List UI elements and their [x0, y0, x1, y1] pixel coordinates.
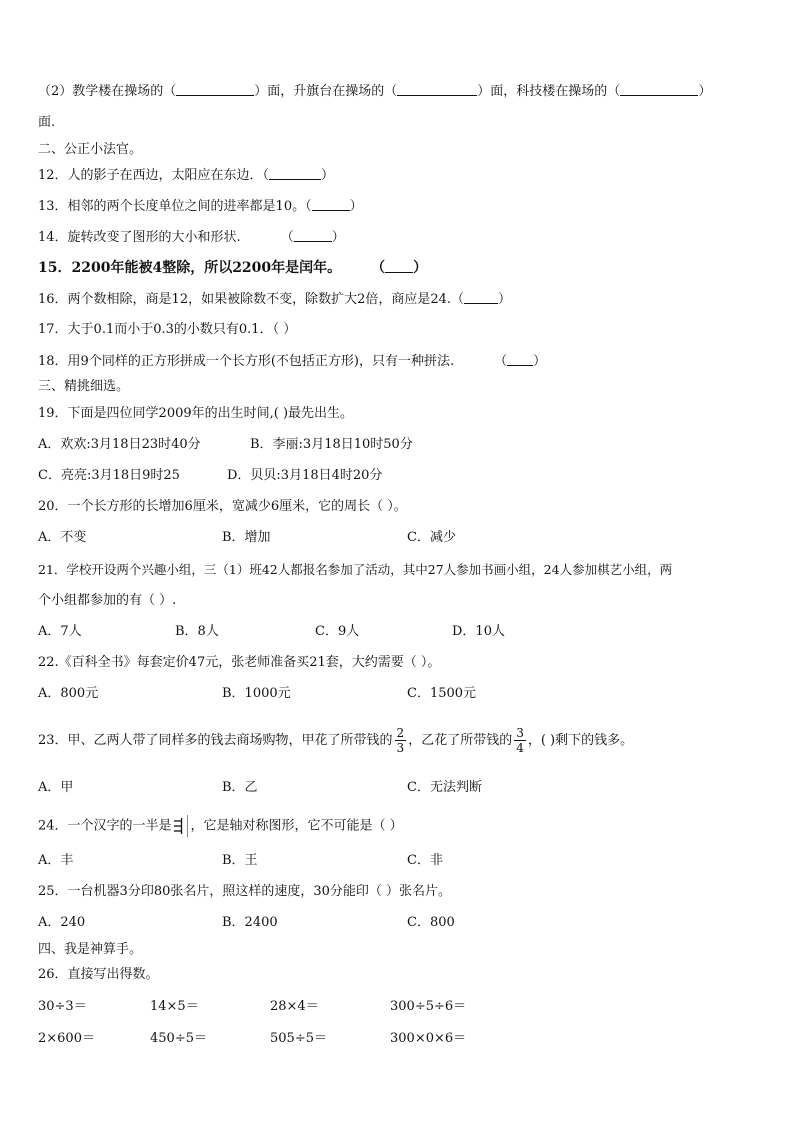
calc-item: 450÷5＝ [150, 1031, 207, 1046]
calc-item: 14×5＝ [150, 999, 199, 1014]
paren-close: ） [498, 292, 512, 307]
paren-close: ） [321, 168, 335, 183]
calc-item: 30÷3＝ [38, 999, 87, 1014]
option-a[interactable]: A．不变 [38, 530, 87, 545]
option-b[interactable]: B．2400 [222, 915, 278, 930]
option-b[interactable]: B．增加 [222, 530, 271, 545]
paren-close: ） [413, 260, 428, 276]
calc-item: 300×0×6＝ [390, 1031, 467, 1046]
calc-item: 28×4＝ [270, 999, 319, 1014]
option-b[interactable]: B．乙 [222, 780, 258, 795]
q11-text-b: ）面，升旗台在操场的（ [254, 84, 398, 99]
q11-text-d: ） [698, 84, 712, 99]
section-heading: 三、精挑细选。 [38, 379, 130, 394]
option-a[interactable]: A．甲 [38, 780, 74, 795]
question-text: ，它是轴对称图形，它不可能是（ ） [190, 818, 403, 834]
q11-text-a: （2）教学楼在操场的（ [38, 84, 177, 99]
answer-blank[interactable] [620, 82, 698, 96]
paren-close: ） [349, 199, 363, 214]
fraction-numerator: 3 [516, 726, 524, 740]
question-text: 18．用9个同样的正方形拼成一个长方形(不包括正方形)，只有一种拼法. [38, 354, 455, 369]
option-d[interactable]: D．贝贝:3月18日4时20分 [227, 468, 383, 483]
fraction-three-quarters [514, 726, 526, 755]
fraction-denominator: 4 [516, 741, 524, 755]
fraction-numerator: 2 [396, 726, 405, 740]
option-c[interactable]: C．非 [407, 853, 443, 868]
q11-text-c: ）面，科技楼在操场的（ [477, 84, 621, 99]
question-14 [38, 228, 345, 247]
paren-open: （ [371, 260, 386, 276]
question-text: 12．人的影子在西边，太阳应在东边．（ [38, 168, 270, 183]
option-a[interactable]: A．欢欢:3月18日23时40分 [38, 437, 201, 452]
calc-item: 300÷5÷6＝ [390, 999, 467, 1014]
option-b[interactable]: B．李丽:3月18日10时50分 [250, 437, 413, 452]
paren-close: ） [533, 354, 547, 369]
answer-blank[interactable] [397, 82, 477, 96]
question-15 [38, 259, 427, 277]
question-text: 24．一个汉字的一半是 [38, 818, 172, 834]
answer-blank[interactable] [464, 290, 498, 304]
calc-item: 2×600＝ [38, 1031, 95, 1046]
answer-blank[interactable] [269, 166, 321, 180]
question-26: 26．直接写出得数。 [38, 967, 159, 982]
section-heading: 二、公正小法官。 [38, 142, 143, 157]
option-b[interactable]: B．王 [222, 853, 258, 868]
question-13 [38, 197, 363, 216]
paren-open: （ [280, 230, 294, 245]
option-d[interactable]: D．10人 [452, 624, 505, 639]
option-a[interactable]: A．丰 [38, 853, 74, 868]
question-text: ，乙花了所带钱的 [408, 733, 513, 748]
answer-blank[interactable] [507, 352, 533, 366]
half-character-glyph [173, 817, 183, 835]
option-c[interactable]: C．减少 [407, 530, 456, 545]
option-c[interactable]: C．无法判断 [407, 780, 482, 795]
option-c[interactable]: C．800 [407, 915, 455, 930]
question-23 [38, 723, 633, 759]
question-25: 25．一台机器3分印80张名片，照这样的速度，30分能印（ ）张名片。 [38, 884, 452, 899]
fraction-two-thirds [395, 726, 407, 755]
paren-close: ） [331, 230, 345, 245]
question-text: 16．两个数相除，商是12，如果被除数不变，除数扩大2倍，商应是24.（ [38, 292, 465, 307]
option-a[interactable]: A．240 [38, 915, 86, 930]
question-21-line1: 21．学校开设两个兴趣小组，三（1）班42人都报名参加了活动，其中27人参加书画小组，24人参加棋艺小组，两 [38, 562, 673, 577]
option-c[interactable]: C．1500元 [407, 686, 477, 701]
section-heading: 四、我是神算手。 [38, 942, 143, 957]
answer-blank[interactable] [176, 82, 254, 96]
question-22: 22.《百科全书》每套定价47元，张老师准备买21套，大约需要（ ）。 [38, 655, 441, 670]
option-a[interactable]: A．7人 [38, 624, 82, 639]
answer-blank[interactable] [312, 197, 350, 211]
paren-open: （ [494, 354, 508, 369]
option-c[interactable]: C．亮亮:3月18日9时25 [38, 468, 180, 483]
option-b[interactable]: B．1000元 [222, 686, 291, 701]
question-17: 17．大于0.1而小于0.3的小数只有0.1．（ ） [38, 322, 297, 337]
question-19: 19．下面是四位同学2009年的出生时间,( )最先出生。 [38, 406, 354, 421]
question-text: 15．2200年能被4整除，所以2200年是闰年。 [38, 260, 342, 276]
question-text: ，( )剩下的钱多。 [527, 733, 634, 748]
question-text: 14．旋转改变了图形的大小和形状. [38, 230, 241, 245]
symmetry-axis-line [187, 815, 188, 837]
question-21-line2: 个小组都参加的有（ ）. [38, 593, 177, 608]
q11-continuation: 面. [38, 115, 56, 130]
question-11-part2 [38, 82, 711, 101]
option-a[interactable]: A．800元 [38, 686, 99, 701]
question-text: 23．甲、乙两人带了同样多的钱去商场购物，甲花了所带钱的 [38, 733, 393, 748]
question-text: 13．相邻的两个长度单位之间的进率都是10。（ [38, 199, 312, 214]
question-12 [38, 166, 334, 185]
calc-item: 505÷5＝ [270, 1031, 327, 1046]
option-c[interactable]: C．9人 [315, 624, 360, 639]
question-16 [38, 290, 511, 309]
answer-blank[interactable] [294, 228, 332, 242]
question-24 [38, 815, 403, 838]
answer-blank[interactable] [385, 259, 413, 273]
question-20: 20．一个长方形的长增加6厘米，宽减少6厘米，它的周长（ ）。 [38, 499, 407, 514]
question-18 [38, 352, 546, 371]
option-b[interactable]: B．8人 [175, 624, 219, 639]
fraction-denominator: 3 [396, 741, 405, 755]
